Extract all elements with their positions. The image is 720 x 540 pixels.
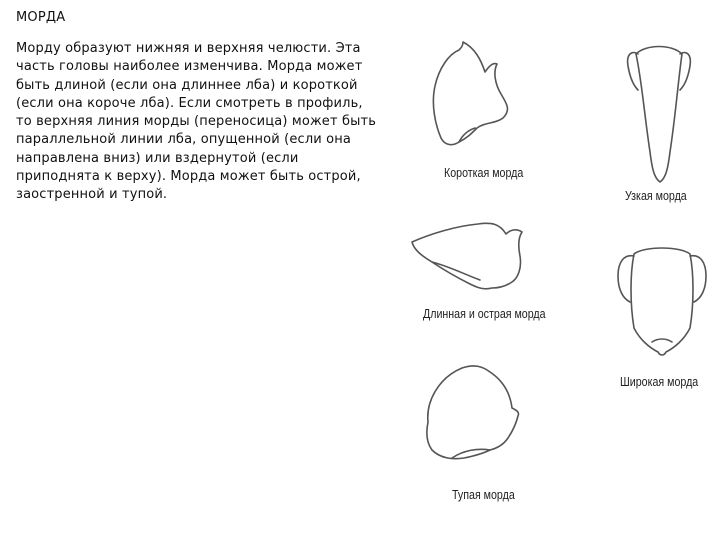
page-title: МОРДА [16, 10, 66, 25]
blunt-muzzle-drawing [412, 358, 527, 478]
long-pointed-muzzle-outline [412, 223, 522, 288]
long-pointed-muzzle-caption: Длинная и острая морда [423, 306, 546, 321]
description-text: Морду образуют нижняя и верхняя челюсти. Эта часть головы наиболее изменчива. Морда может быть длиной (если она длиннее лба) и короткой (если она короче лба). Если смотреть в профиль, то верхняя линия морды (переносица) может быть параллельной линии лба, опущенной (если она направлена вниз) или вздернутой (если приподнята к верху). Морда может быть острой, заостренной и тупой. [16, 41, 377, 203]
blunt-muzzle-caption: Тупая морда [452, 487, 515, 502]
broad-muzzle-caption: Широкая морда [620, 374, 699, 389]
broad-muzzle-drawing [612, 244, 712, 359]
narrow-muzzle-caption: Узкая морда [625, 188, 687, 203]
narrow-muzzle-drawing [620, 42, 700, 192]
narrow-muzzle-head [636, 47, 682, 183]
blunt-muzzle-outline [427, 366, 519, 459]
short-muzzle-caption: Короткая морда [444, 165, 524, 180]
long-pointed-muzzle-drawing [408, 218, 553, 303]
broad-muzzle-nose [652, 339, 672, 342]
short-muzzle-drawing [425, 38, 535, 163]
